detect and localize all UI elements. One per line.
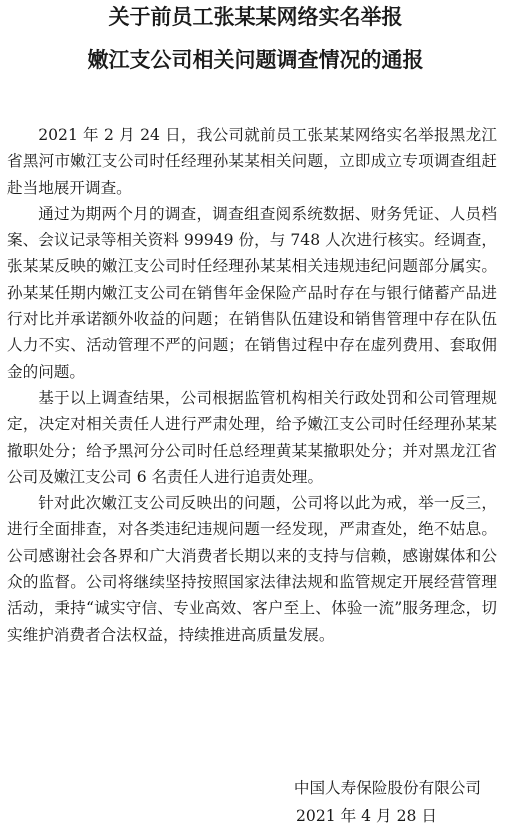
paragraph-3: 基于以上调查结果，公司根据监管机构相关行政处罚和公司管理规定，决定对相关责任人进行严肃处理，给予嫩江支公司时任经理孙某某撤职处分；给予黑河分公司时任总经理黄某某撤职处分；并对黑龙江省公司及嫩江支公司 6 名责任人进行追责处理。	[7, 388, 497, 486]
paragraph-2: 通过为期两个月的调查，调查组查阅系统数据、财务凭证、人员档案、会议记录等相关资料 99949 份，与 748 人次进行核实。经调查，张某某反映的嫩江支公司时任经理孙某某相关违规违纪问题部分属实。孙某某任期内嫩江支公司在销售年金保险产品时存在与银行储蓄产品进行对比并承诺额外收益的问题；在销售队伍建设和销售管理中存在队伍人力不实、活动管理不严的问题；在销售过程中存在虚列费用、套取佣金的问题。	[7, 204, 497, 381]
title-line-1: 关于前员工张某某网络实名举报	[108, 5, 403, 29]
notice-body	[7, 122, 497, 648]
signature-company: 中国人寿保险股份有限公司	[293, 779, 481, 797]
paragraph-1: 2021 年 2 月 24 日，我公司就前员工张某某网络实名举报黑龙江省黑河市嫩江支公司时任经理孙某某相关问题，立即成立专项调查组赶赴当地展开调查。	[7, 126, 497, 197]
signature-date: 2021 年 4 月 28 日	[295, 807, 437, 825]
paragraph-4: 针对此次嫩江支公司反映出的问题，公司将以此为戒，举一反三，进行全面排查，对各类违纪违规问题一经发现，严肃查处，绝不姑息。公司感谢社会各界和广大消费者长期以来的支持与信赖，感谢媒体和公众的监督。公司将继续坚持按照国家法律法规和监管规定开展经营管理活动，秉持“诚实守信、专业高效、客户至上、体验一流”服务理念，切实维护消费者合法权益，持续推进高质量发展。	[7, 494, 497, 644]
title-line-2: 嫩江支公司相关问题调查情况的通报	[87, 48, 424, 72]
